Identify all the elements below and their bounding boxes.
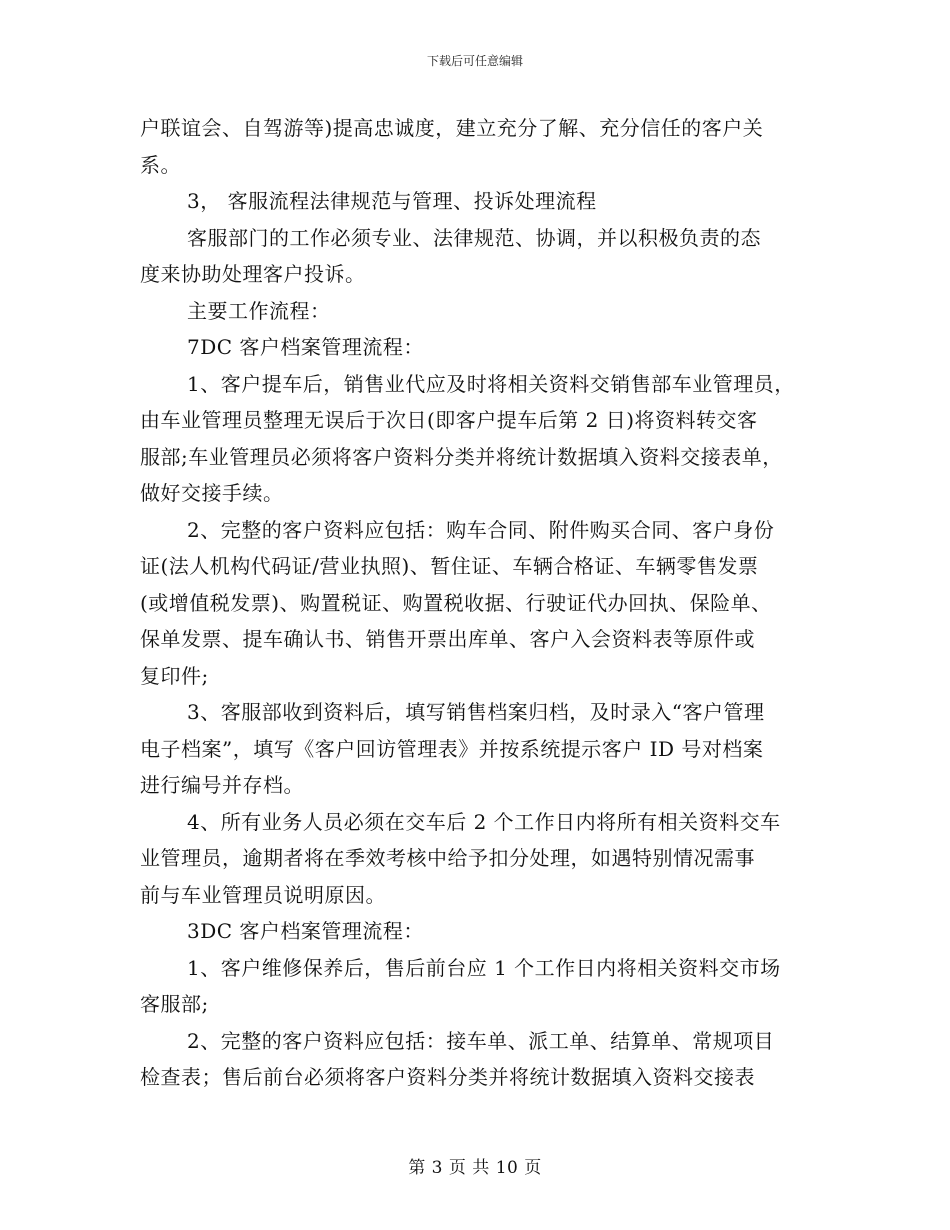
text-line: 7DC 客户档案管理流程： <box>187 335 424 359</box>
text-line: 客服部门的工作必须专业、法律规范、协调，并以积极负责的态 <box>187 225 761 250</box>
page-header: 下载后可任意编辑 <box>426 54 523 68</box>
text-line: 3， 客服流程法律规范与管理、投诉处理流程 <box>187 189 597 213</box>
text-line: 证(法人机构代码证/营业执照)、暂住证、车辆合格证、车辆零售发票 <box>140 554 759 578</box>
text-line: 度来协助处理客户投诉。 <box>140 262 366 286</box>
text-line: 保单发票、提车确认书、销售开票出库单、客户入会资料表等原件或 <box>140 627 755 651</box>
text-line: 服部;车业管理员必须将客户资料分类并将统计数据填入资料交接表单， <box>140 444 783 469</box>
text-line: 3、客服部收到资料后，填写销售档案归档，及时录入“客户管理 <box>187 700 765 724</box>
text-line: 前与车业管理员说明原因。 <box>140 882 386 907</box>
text-line: 2、完整的客户资料应包括：接车单、派工单、结算单、常规项目 <box>187 1028 775 1053</box>
text-line: (或增值税发票)、购置税证、购置税收据、行驶证代办回执、保险单、 <box>140 590 772 615</box>
text-line: 客服部; <box>140 992 209 1016</box>
text-line: 做好交接手续。 <box>140 481 284 505</box>
text-line: 复印件; <box>140 663 209 688</box>
text-line: 系。 <box>140 152 181 177</box>
text-line: 3DC 客户档案管理流程： <box>187 919 424 943</box>
text-line: 电子档案”，填写《客户回访管理表》并按系统提示客户 ID 号对档案 <box>140 736 764 761</box>
text-line: 业管理员，逾期者将在季效考核中给予扣分处理，如遇特别情况需事 <box>140 846 755 870</box>
document-body <box>140 110 820 1096</box>
page-footer: 第 3 页 共 10 页 <box>408 1158 542 1178</box>
text-line: 2、完整的客户资料应包括：购车合同、附件购买合同、客户身份 <box>187 517 775 542</box>
text-line: 进行编号并存档。 <box>140 773 304 797</box>
text-line: 由车业管理员整理无误后于次日(即客户提车后第 2 日)将资料转交客 <box>140 408 758 432</box>
text-line: 主要工作流程： <box>187 298 331 323</box>
text-line: 4、所有业务人员必须在交车后 2 个工作日内将所有相关资料交车 <box>187 809 781 834</box>
text-line: 户联谊会、自驾游等)提高忠诚度，建立充分了解、充分信任的客户关 <box>140 116 764 140</box>
text-line: 1、客户提车后，销售业代应及时将相关资料交销售部车业管理员， <box>187 371 795 396</box>
text-line: 1、客户维修保养后，售后前台应 1 个工作日内将相关资料交市场 <box>187 955 781 980</box>
text-line: 检查表；售后前台必须将客户资料分类并将统计数据填入资料交接表 <box>140 1065 755 1089</box>
